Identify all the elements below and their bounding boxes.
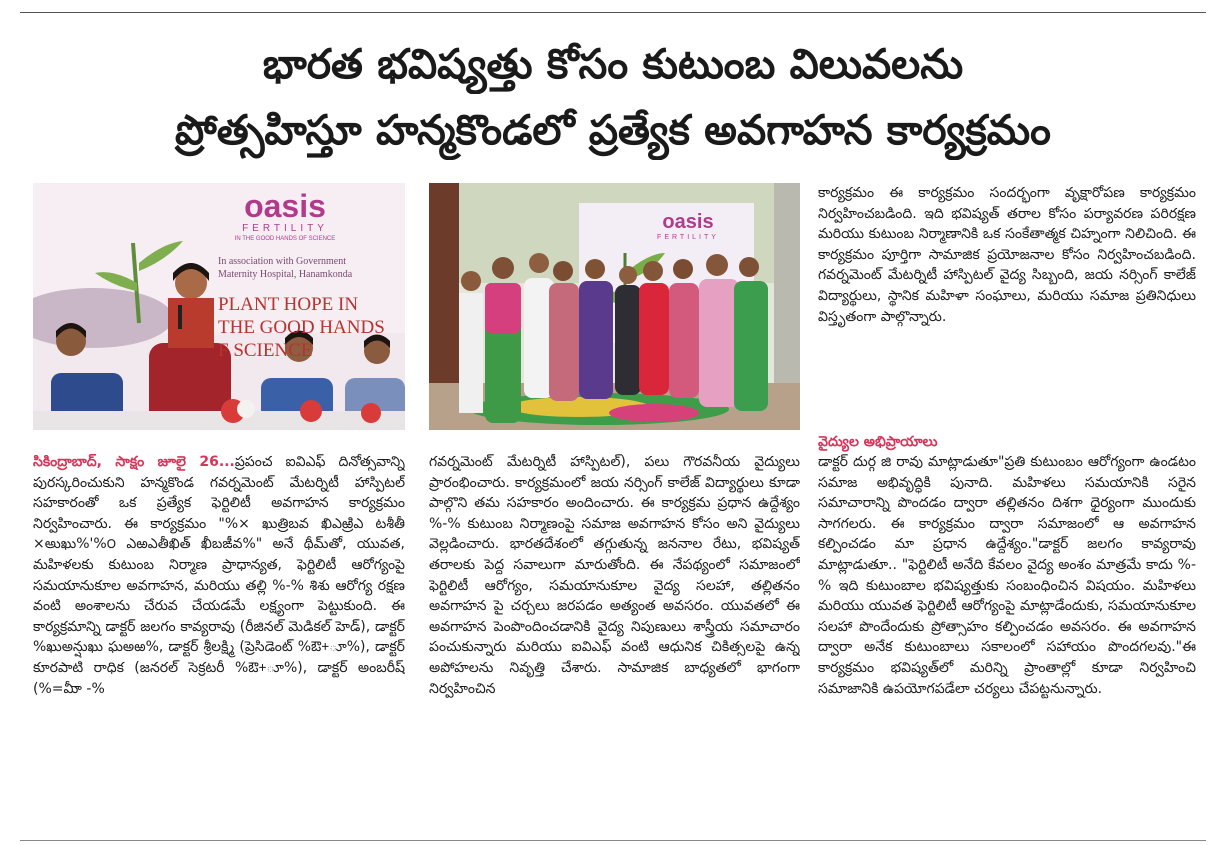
headline-line-1: భారత భవిష్యత్తు కోసం కుటుంబ విలువలను xyxy=(262,40,964,88)
association-line-1: In association with Government xyxy=(218,256,347,267)
article-column-1-text: ప్రపంచ ఐవిఎఫ్ దినోత్సవాన్ని పురస్కరించుకుని హన్మకొండ గవర్నమెంట్ మేటర్నిటీ హాస్పిటల్ సహకారంతో ఒక ప్రత్యేక ఫెర్టిలిటీ అవగాహన కార్యక్రమం నిర్వహించారు. ఈ కార్యక్రమం "%× ఖుత్రిబవ ఖిఎఱ్రిఎ టశీతీ ×అుఖు%'%౦ ఎఱఎతీఖిత్ ఖీబఙీవ%" అనే థీమ్‌తో, యువత, మహిళలకు కుటుంబ నిర్మాణ ప్రాధాన్యత, ఫెర్టిలిటీ ఆరోగ్యంపై సమయానుకూల అవగాహన, మరియు తల్లి %-% శిశు ఆరోగ్య రక్షణ వంటి అంశాలను చేరువ చేయడమే లక్ష్యంగా పెట్టుకుంది. ఈ కార్యక్రమాన్ని డాక్టర్ జలగం కావ్యరావు (రీజినల్ మెడికల్ హెడ్), డాక్టర్ %ఖుఅన్షుఖు ఘఅఱ%, డాక్టర్ శ్రీలక్ష్మి (ప్రెసిడెంట్ %ఔ+ూ%), డాక్టర్ కూరపాటి రాధిక (జనరల్ సెక్రటరీ %ఔ+ూ%), డాక్టర్ అంబరీష్ (%=మీా -% xyxy=(33,454,405,697)
article-column-3-text: కార్యక్రమం ఈ కార్యక్రమం సందర్భంగా వృక్షారోపణ కార్యక్రమం నిర్వహించబడింది. ఇది భవిష్యత్ తరాల కోసం పర్యావరణ పరిరక్షణ మరియు కుటుంబ నిర్మాణానికి ఒక సంకేతాత్మక చిహ్నంగా నిలిచింది. ఈ కార్యక్రమం పూర్తిగా సామాజిక ప్రయోజనాల కోసం నిర్వహించబడింది. గవర్నమెంట్ మేటర్నిటీ హాస్పిటల్ వైద్య సిబ్బంది, జయ నర్సింగ్ కాలేజ్ విద్యార్థులు, స్థానిక మహిళా సంఘాలు, మరియు సమాజ ప్రతినిధులు విస్తృతంగా పాల్గొన్నారు. xyxy=(818,185,1196,325)
oasis-logo-2 xyxy=(643,211,733,242)
article-column-3-bottom xyxy=(818,452,1196,832)
oasis-brand-2: oasis xyxy=(662,211,714,233)
headline-line-2: ప్రోత్సహిస్తూ హన్మకొండలో ప్రత్యేక అవగాహన కార్యక్రమం xyxy=(175,106,1051,154)
banner-line-2: THE GOOD HANDS xyxy=(218,317,385,338)
oasis-brand-sub-2: FERTILITY xyxy=(657,234,719,241)
oasis-logo xyxy=(215,189,355,244)
event-photo-speaker xyxy=(33,183,405,430)
article-column-3-top xyxy=(818,183,1196,433)
oasis-brand: oasis xyxy=(244,188,326,224)
event-photo-plantation xyxy=(429,183,800,430)
article-column-4-text: డాక్టర్ దుర్గ జి రావు మాట్లాడుతూ"ప్రతి కుటుంబం ఆరోగ్యంగా ఉండటం సమాజ అభివృద్ధికి పునాది. మహిళలు సమయానికి సరైన సమాచారాన్ని పొందడం ద్వారా తల్లితనం దిశగా ధైర్యంగా ముందుకు సాగగలరు. ఈ కార్యక్రమం ద్వారా సమాజంలో ఆ అవగాహన కల్పించడం మా ప్రధాన ఉద్దేశ్యం."డాక్టర్ జలగం కావ్యరావు మాట్లాడుతూ.. "ఫెర్టిలిటీ అనేది కేవలం వైద్య అంశం మాత్రమే కాదు %-% ఇది కుటుంబాల భవిష్యత్తుకు సంబంధించిన విషయం. మహిళలు మరియు యువత ఫెర్టిలిటీ ఆరోగ్యంపై మాట్లాడేందుకు, సమయానుకూల సలహా పొందేందుకు ప్రోత్సాహం కల్పించడం అవసరం. ఈ అవగాహన ద్వారా అనేక కుటుంబాలు సకాలంలో సహాయం పొందగలవు."ఈ కార్యక్రమం భవిష్యత్‌లో మరిన్ని ప్రాంతాల్లో కూడా నిర్వహించి సమాజానికి ఉపయోగపడేలా చర్యలు చేపట్టనున్నారు. xyxy=(818,454,1196,697)
top-rule xyxy=(20,12,1206,13)
oasis-tagline: IN THE GOOD HANDS OF SCIENCE xyxy=(234,236,336,242)
oasis-brand-sub: FERTILITY xyxy=(242,223,328,234)
article-column-2-text: గవర్నమెంట్ మేటర్నిటీ హాస్పిటల్), పలు గౌరవనీయ వైద్యులు ప్రారంభించారు. కార్యక్రమంలో జయ నర్సింగ్ కాలేజ్ విద్యార్థులు కూడా పాల్గొని తమ సహకారం అందించారు. ఈ కార్యక్రమ ప్రధాన ఉద్దేశ్యం %-% కుటుంబ నిర్మాణంపై సమాజ అవగాహన కోసం అని వైద్యులు వెల్లడించారు. భారతదేశంలో తగ్గుతున్న జననాల రేటు, భవిష్యత్ తరాలకు పెద్ద సవాలుగా మారుతోంది. ఈ నేపథ్యంలో సమాజంలో ఫెర్టిలిటీ ఆరోగ్యం, సమయానుకూల వైద్య సలహా, తల్లితనం అవగాహన పై చర్చలు జరపడం అత్యంత అవసరం. యువతలో ఈ అవగాహన పెంపొందించడానికి వైద్య నిపుణులు శాస్త్రీయ సమాచారం పంచుకున్నారు మరియు ఐవిఎఫ్ వంటి ఆధునిక చికిత్సలపై ఉన్న అపోహలను నివృత్తి చేశారు. సామాజిక బాధ్యతలో భాగంగా నిర్వహించిన xyxy=(429,454,800,697)
doctors-opinion-subhead: వైద్యుల అభిప్రాయాలు xyxy=(818,434,938,450)
plantation-scene-illustration xyxy=(429,183,800,430)
article-column-1 xyxy=(33,452,405,832)
bottom-rule xyxy=(20,840,1206,841)
banner-line-1: PLANT HOPE IN xyxy=(218,294,359,315)
article-column-2 xyxy=(429,452,800,832)
association-line-2: Maternity Hospital, Hanamkonda xyxy=(218,269,353,280)
banner-line-3: F SCIENCE xyxy=(218,340,313,361)
event-banner xyxy=(218,293,405,362)
association-note xyxy=(218,255,398,281)
dateline: సికింద్రాబాద్, సాక్షం జూలై 26... xyxy=(33,454,235,470)
